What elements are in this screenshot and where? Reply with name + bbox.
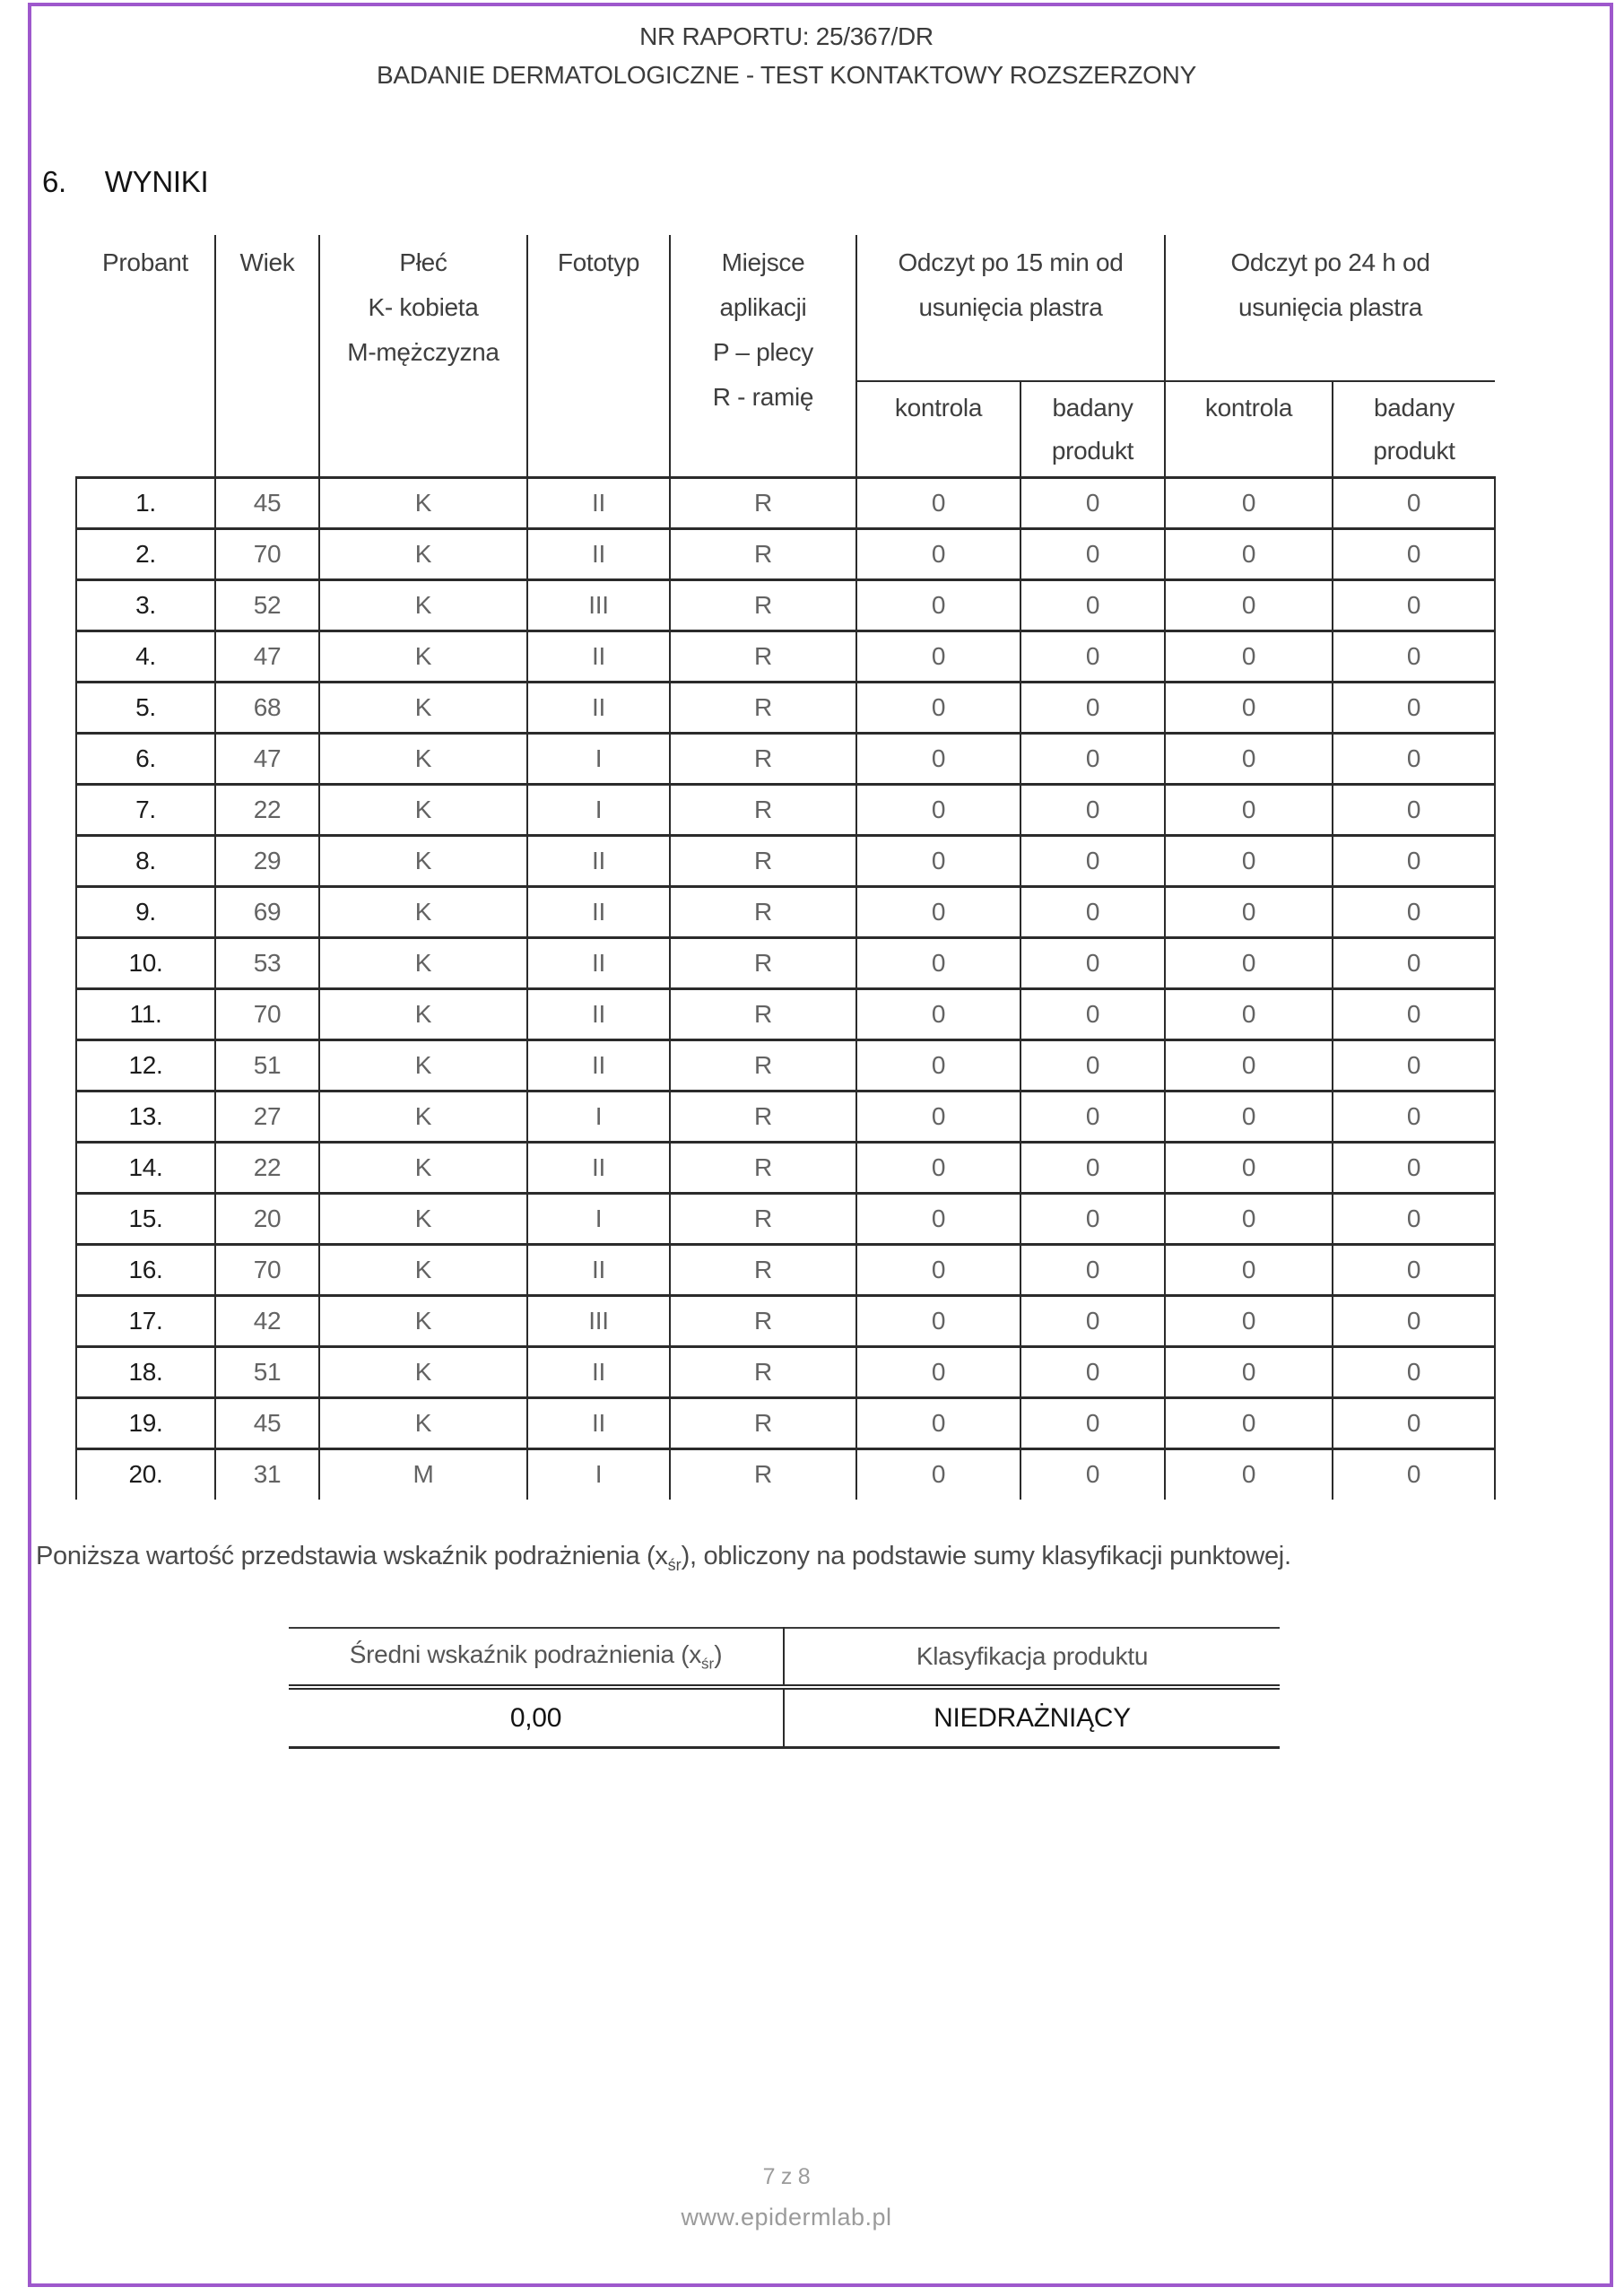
cell-fototyp: II — [527, 1039, 670, 1091]
col-header-miejsce-line: R - ramię — [712, 383, 814, 411]
cell-badany-produkt-15min: 0 — [1020, 784, 1165, 835]
cell-plec: K — [319, 835, 527, 886]
cell-fototyp: I — [527, 1091, 670, 1142]
cell-wiek: 27 — [215, 1091, 319, 1142]
cell-wiek: 70 — [215, 528, 319, 579]
table-row — [76, 1142, 1495, 1193]
irritation-index-note — [36, 1542, 1544, 1575]
cell-miejsce: R — [670, 1193, 856, 1244]
cell-badany-produkt-24h: 0 — [1333, 784, 1495, 835]
page-footer — [29, 2164, 1544, 2231]
cell-plec: K — [319, 886, 527, 937]
cell-fototyp: I — [527, 733, 670, 784]
cell-kontrola-24h: 0 — [1165, 784, 1333, 835]
cell-badany-produkt-24h: 0 — [1333, 1295, 1495, 1346]
cell-badany-produkt-15min: 0 — [1020, 835, 1165, 886]
cell-badany-produkt-15min: 0 — [1020, 528, 1165, 579]
col-header-odczyt-24h — [1165, 235, 1495, 381]
cell-probant: 6. — [76, 733, 215, 784]
cell-badany-produkt-24h: 0 — [1333, 631, 1495, 682]
cell-wiek: 45 — [215, 477, 319, 528]
note-text: ), obliczony na podstawie sumy klasyfikacji punktowej. — [681, 1542, 1291, 1570]
col-header-kontrola-15min: kontrola — [856, 381, 1020, 477]
cell-badany-produkt-15min: 0 — [1020, 1295, 1165, 1346]
cell-badany-produkt-24h: 0 — [1333, 1244, 1495, 1295]
summary-row — [289, 1687, 1280, 1748]
document-header — [29, 0, 1544, 90]
cell-badany-produkt-15min: 0 — [1020, 1244, 1165, 1295]
col-header-plec-line: M-mężczyzna — [347, 338, 499, 366]
summary-header-index-subscript: śr — [701, 1655, 715, 1673]
cell-probant: 10. — [76, 937, 215, 988]
cell-fototyp: II — [527, 1142, 670, 1193]
cell-kontrola-15min: 0 — [856, 1295, 1020, 1346]
results-table-body — [76, 477, 1495, 1500]
cell-badany-produkt-24h: 0 — [1333, 835, 1495, 886]
cell-badany-produkt-15min: 0 — [1020, 1091, 1165, 1142]
cell-wiek: 68 — [215, 682, 319, 733]
cell-kontrola-15min: 0 — [856, 784, 1020, 835]
cell-kontrola-15min: 0 — [856, 682, 1020, 733]
cell-plec: K — [319, 477, 527, 528]
cell-miejsce: R — [670, 988, 856, 1039]
cell-badany-produkt-24h: 0 — [1333, 1448, 1495, 1500]
page-number: 7 z 8 — [762, 2164, 811, 2189]
cell-badany-produkt-24h: 0 — [1333, 1346, 1495, 1397]
col-header-odczyt-24h-line: Odczyt po 24 h od — [1230, 248, 1430, 276]
cell-plec: K — [319, 631, 527, 682]
col-header-odczyt-15min — [856, 235, 1165, 381]
cell-badany-produkt-24h: 0 — [1333, 682, 1495, 733]
cell-miejsce: R — [670, 733, 856, 784]
cell-miejsce: R — [670, 1346, 856, 1397]
cell-kontrola-24h: 0 — [1165, 733, 1333, 784]
report-title: BADANIE DERMATOLOGICZNE - TEST KONTAKTOWY ROZSZERZONY — [377, 61, 1196, 89]
col-header-badany-produkt-line: badany — [1052, 394, 1133, 422]
cell-kontrola-24h: 0 — [1165, 1091, 1333, 1142]
cell-miejsce: R — [670, 1397, 856, 1448]
cell-kontrola-24h: 0 — [1165, 937, 1333, 988]
cell-plec: K — [319, 1091, 527, 1142]
cell-plec: K — [319, 1244, 527, 1295]
cell-wiek: 53 — [215, 937, 319, 988]
cell-badany-produkt-15min: 0 — [1020, 733, 1165, 784]
cell-wiek: 47 — [215, 631, 319, 682]
cell-kontrola-15min: 0 — [856, 1448, 1020, 1500]
cell-badany-produkt-15min: 0 — [1020, 579, 1165, 631]
cell-miejsce: R — [670, 528, 856, 579]
cell-kontrola-24h: 0 — [1165, 835, 1333, 886]
table-row — [76, 835, 1495, 886]
cell-kontrola-15min: 0 — [856, 579, 1020, 631]
cell-miejsce: R — [670, 682, 856, 733]
cell-miejsce: R — [670, 784, 856, 835]
results-table — [75, 235, 1496, 1500]
cell-miejsce: R — [670, 1295, 856, 1346]
cell-kontrola-24h: 0 — [1165, 1142, 1333, 1193]
cell-miejsce: R — [670, 886, 856, 937]
cell-wiek: 45 — [215, 1397, 319, 1448]
cell-badany-produkt-24h: 0 — [1333, 988, 1495, 1039]
col-header-miejsce-line: aplikacji — [719, 293, 807, 321]
cell-kontrola-24h: 0 — [1165, 1039, 1333, 1091]
col-header-odczyt-15min-line: Odczyt po 15 min od — [898, 248, 1124, 276]
cell-kontrola-15min: 0 — [856, 1039, 1020, 1091]
cell-plec: K — [319, 784, 527, 835]
cell-badany-produkt-24h: 0 — [1333, 733, 1495, 784]
cell-kontrola-24h: 0 — [1165, 1346, 1333, 1397]
cell-fototyp: III — [527, 1295, 670, 1346]
summary-header-index — [289, 1628, 784, 1687]
cell-plec: K — [319, 1346, 527, 1397]
cell-plec: K — [319, 579, 527, 631]
cell-plec: K — [319, 733, 527, 784]
cell-miejsce: R — [670, 1448, 856, 1500]
table-row — [76, 1039, 1495, 1091]
col-header-odczyt-24h-line: usunięcia plastra — [1238, 293, 1423, 321]
col-header-plec-line: Płeć — [399, 248, 447, 276]
table-row — [76, 1397, 1495, 1448]
summary-classification: NIEDRAŻNIĄCY — [784, 1687, 1280, 1748]
cell-plec: K — [319, 1193, 527, 1244]
col-header-badany-produkt-15min — [1020, 381, 1165, 477]
cell-probant: 1. — [76, 477, 215, 528]
cell-kontrola-15min: 0 — [856, 1346, 1020, 1397]
cell-fototyp: II — [527, 477, 670, 528]
cell-miejsce: R — [670, 631, 856, 682]
cell-wiek: 20 — [215, 1193, 319, 1244]
cell-badany-produkt-24h: 0 — [1333, 1142, 1495, 1193]
cell-wiek: 69 — [215, 886, 319, 937]
cell-badany-produkt-24h: 0 — [1333, 1193, 1495, 1244]
cell-wiek: 52 — [215, 579, 319, 631]
summary-header-index-text: ) — [714, 1639, 723, 1668]
table-row — [76, 1448, 1495, 1500]
note-text: Poniższa wartość przedstawia wskaźnik podrażnienia (x — [36, 1542, 668, 1570]
report-number: NR RAPORTU: 25/367/DR — [639, 22, 934, 50]
table-row — [76, 784, 1495, 835]
section-heading — [42, 165, 1544, 199]
cell-miejsce: R — [670, 579, 856, 631]
table-row — [76, 886, 1495, 937]
cell-wiek: 22 — [215, 1142, 319, 1193]
table-row — [76, 528, 1495, 579]
cell-wiek: 51 — [215, 1346, 319, 1397]
cell-kontrola-15min: 0 — [856, 1244, 1020, 1295]
cell-plec: K — [319, 528, 527, 579]
cell-probant: 14. — [76, 1142, 215, 1193]
cell-badany-produkt-24h: 0 — [1333, 528, 1495, 579]
table-row — [76, 937, 1495, 988]
col-header-wiek: Wiek — [215, 235, 319, 477]
cell-wiek: 70 — [215, 988, 319, 1039]
cell-probant: 3. — [76, 579, 215, 631]
cell-kontrola-24h: 0 — [1165, 631, 1333, 682]
cell-plec: M — [319, 1448, 527, 1500]
col-header-miejsce — [670, 235, 856, 477]
col-header-badany-produkt-24h — [1333, 381, 1495, 477]
cell-wiek: 47 — [215, 733, 319, 784]
section-title: WYNIKI — [104, 165, 209, 198]
cell-badany-produkt-15min: 0 — [1020, 1142, 1165, 1193]
summary-header-classification: Klasyfikacja produktu — [784, 1628, 1280, 1687]
cell-plec: K — [319, 682, 527, 733]
col-header-plec — [319, 235, 527, 477]
cell-plec: K — [319, 1397, 527, 1448]
cell-wiek: 31 — [215, 1448, 319, 1500]
cell-kontrola-15min: 0 — [856, 988, 1020, 1039]
col-header-plec-line: K- kobieta — [368, 293, 479, 321]
cell-badany-produkt-15min: 0 — [1020, 937, 1165, 988]
cell-miejsce: R — [670, 937, 856, 988]
cell-fototyp: I — [527, 1193, 670, 1244]
table-row — [76, 477, 1495, 528]
cell-miejsce: R — [670, 1039, 856, 1091]
section-number: 6. — [42, 165, 66, 198]
cell-plec: K — [319, 1039, 527, 1091]
cell-badany-produkt-15min: 0 — [1020, 988, 1165, 1039]
cell-kontrola-24h: 0 — [1165, 579, 1333, 631]
summary-table-header — [289, 1628, 1280, 1687]
cell-miejsce: R — [670, 477, 856, 528]
col-header-miejsce-line: P – plecy — [713, 338, 813, 366]
summary-table — [289, 1627, 1280, 1750]
page-content — [29, 0, 1544, 1749]
cell-fototyp: II — [527, 1397, 670, 1448]
cell-wiek: 29 — [215, 835, 319, 886]
cell-badany-produkt-15min: 0 — [1020, 1193, 1165, 1244]
cell-badany-produkt-15min: 0 — [1020, 682, 1165, 733]
cell-kontrola-15min: 0 — [856, 937, 1020, 988]
cell-plec: K — [319, 1142, 527, 1193]
cell-kontrola-15min: 0 — [856, 477, 1020, 528]
cell-kontrola-15min: 0 — [856, 631, 1020, 682]
cell-kontrola-15min: 0 — [856, 528, 1020, 579]
summary-value: 0,00 — [289, 1687, 784, 1748]
cell-badany-produkt-15min: 0 — [1020, 477, 1165, 528]
cell-fototyp: II — [527, 937, 670, 988]
cell-kontrola-15min: 0 — [856, 1142, 1020, 1193]
cell-kontrola-15min: 0 — [856, 1397, 1020, 1448]
cell-probant: 18. — [76, 1346, 215, 1397]
cell-kontrola-24h: 0 — [1165, 988, 1333, 1039]
cell-fototyp: II — [527, 988, 670, 1039]
cell-plec: K — [319, 1295, 527, 1346]
cell-fototyp: I — [527, 1448, 670, 1500]
table-row — [76, 1295, 1495, 1346]
cell-badany-produkt-15min: 0 — [1020, 1346, 1165, 1397]
cell-badany-produkt-15min: 0 — [1020, 1039, 1165, 1091]
col-header-badany-produkt-line: badany — [1373, 394, 1455, 422]
table-row — [76, 1193, 1495, 1244]
col-header-odczyt-15min-line: usunięcia plastra — [918, 293, 1103, 321]
cell-fototyp: II — [527, 528, 670, 579]
cell-fototyp: II — [527, 631, 670, 682]
col-header-badany-produkt-line: produkt — [1373, 437, 1455, 465]
cell-probant: 4. — [76, 631, 215, 682]
cell-fototyp: II — [527, 682, 670, 733]
note-subscript: śr — [667, 1555, 682, 1574]
cell-probant: 11. — [76, 988, 215, 1039]
cell-probant: 9. — [76, 886, 215, 937]
cell-badany-produkt-24h: 0 — [1333, 1039, 1495, 1091]
summary-table-body — [289, 1687, 1280, 1748]
cell-miejsce: R — [670, 1142, 856, 1193]
cell-badany-produkt-24h: 0 — [1333, 886, 1495, 937]
cell-probant: 16. — [76, 1244, 215, 1295]
cell-fototyp: II — [527, 835, 670, 886]
cell-kontrola-15min: 0 — [856, 733, 1020, 784]
cell-probant: 17. — [76, 1295, 215, 1346]
cell-badany-produkt-24h: 0 — [1333, 1091, 1495, 1142]
cell-probant: 20. — [76, 1448, 215, 1500]
cell-fototyp: I — [527, 784, 670, 835]
cell-kontrola-24h: 0 — [1165, 682, 1333, 733]
website: www.epidermlab.pl — [681, 2204, 892, 2231]
cell-probant: 19. — [76, 1397, 215, 1448]
col-header-miejsce-line: Miejsce — [721, 248, 805, 276]
cell-fototyp: II — [527, 886, 670, 937]
cell-badany-produkt-15min: 0 — [1020, 631, 1165, 682]
cell-wiek: 51 — [215, 1039, 319, 1091]
cell-probant: 2. — [76, 528, 215, 579]
cell-fototyp: II — [527, 1346, 670, 1397]
cell-badany-produkt-15min: 0 — [1020, 1397, 1165, 1448]
cell-kontrola-24h: 0 — [1165, 1244, 1333, 1295]
cell-probant: 13. — [76, 1091, 215, 1142]
cell-probant: 8. — [76, 835, 215, 886]
col-header-probant: Probant — [76, 235, 215, 477]
cell-kontrola-24h: 0 — [1165, 477, 1333, 528]
col-header-kontrola-24h: kontrola — [1165, 381, 1333, 477]
cell-kontrola-24h: 0 — [1165, 1295, 1333, 1346]
cell-miejsce: R — [670, 1244, 856, 1295]
cell-kontrola-15min: 0 — [856, 1193, 1020, 1244]
cell-kontrola-24h: 0 — [1165, 1448, 1333, 1500]
col-header-badany-produkt-line: produkt — [1051, 437, 1134, 465]
cell-kontrola-15min: 0 — [856, 1091, 1020, 1142]
table-row — [76, 1244, 1495, 1295]
cell-plec: K — [319, 988, 527, 1039]
cell-probant: 7. — [76, 784, 215, 835]
cell-badany-produkt-24h: 0 — [1333, 477, 1495, 528]
cell-badany-produkt-24h: 0 — [1333, 937, 1495, 988]
cell-plec: K — [319, 937, 527, 988]
cell-badany-produkt-15min: 0 — [1020, 886, 1165, 937]
table-row — [76, 631, 1495, 682]
cell-wiek: 22 — [215, 784, 319, 835]
table-row — [76, 682, 1495, 733]
table-row — [76, 1091, 1495, 1142]
table-row — [76, 579, 1495, 631]
cell-fototyp: III — [527, 579, 670, 631]
cell-kontrola-15min: 0 — [856, 835, 1020, 886]
cell-probant: 5. — [76, 682, 215, 733]
cell-badany-produkt-24h: 0 — [1333, 1397, 1495, 1448]
cell-wiek: 70 — [215, 1244, 319, 1295]
cell-kontrola-15min: 0 — [856, 886, 1020, 937]
cell-miejsce: R — [670, 1091, 856, 1142]
summary-header-index-text: Średni wskaźnik podrażnienia (x — [349, 1639, 702, 1668]
cell-kontrola-24h: 0 — [1165, 886, 1333, 937]
results-table-header — [76, 235, 1495, 477]
cell-kontrola-24h: 0 — [1165, 528, 1333, 579]
cell-badany-produkt-15min: 0 — [1020, 1448, 1165, 1500]
cell-probant: 15. — [76, 1193, 215, 1244]
cell-badany-produkt-24h: 0 — [1333, 579, 1495, 631]
table-row — [76, 733, 1495, 784]
cell-fototyp: II — [527, 1244, 670, 1295]
table-row — [76, 1346, 1495, 1397]
table-row — [76, 988, 1495, 1039]
col-header-fototyp: Fototyp — [527, 235, 670, 477]
cell-kontrola-24h: 0 — [1165, 1397, 1333, 1448]
cell-wiek: 42 — [215, 1295, 319, 1346]
cell-kontrola-24h: 0 — [1165, 1193, 1333, 1244]
cell-miejsce: R — [670, 835, 856, 886]
cell-probant: 12. — [76, 1039, 215, 1091]
